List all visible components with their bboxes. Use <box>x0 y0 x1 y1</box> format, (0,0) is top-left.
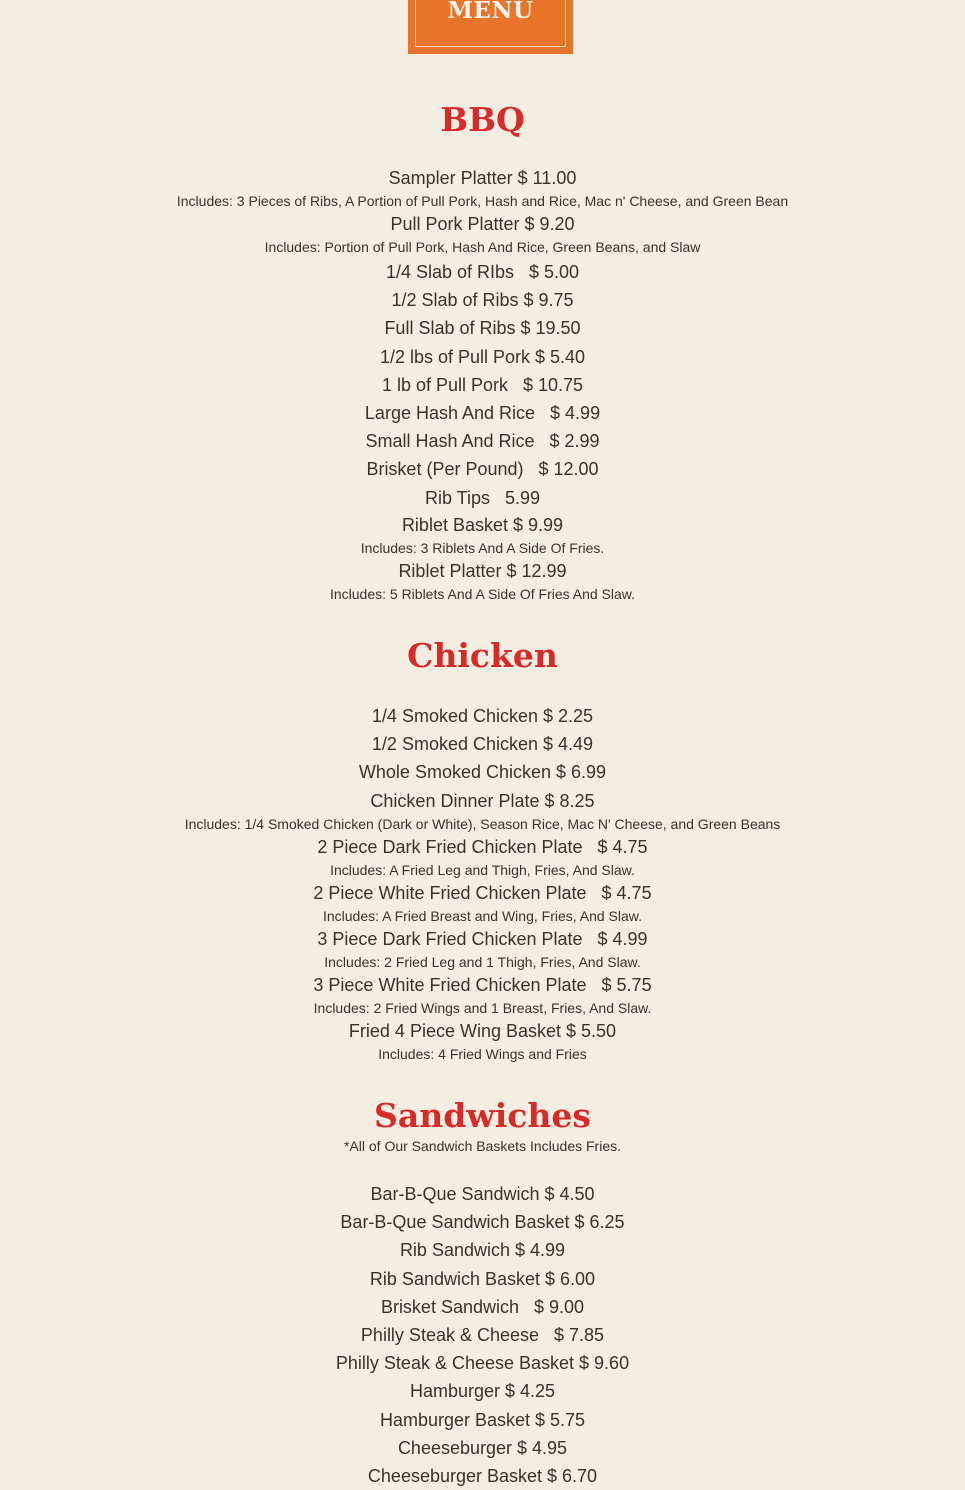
chicken-plate-items <box>0 789 965 1065</box>
bbq-title: BBQ <box>440 100 525 139</box>
menu-item: 1/2 Smoked Chicken $ 4.49 <box>371 734 594 755</box>
menu-item: Cheeseburger Basket $ 6.70 <box>367 1466 598 1487</box>
menu-item: Whole Smoked Chicken $ 6.99 <box>358 762 607 783</box>
menu-badge-label: MENU <box>447 0 534 24</box>
bbq-riblet-items <box>0 513 965 605</box>
menu-item-description: Includes: A Fried Leg and Thigh, Fries, And Slaw. <box>330 862 635 878</box>
menu-item: Brisket Sandwich $ 9.00 <box>380 1296 585 1317</box>
menu-item: Rib Sandwich $ 4.99 <box>399 1240 566 1261</box>
menu-item: 3 Piece Dark Fried Chicken Plate $ 4.99 <box>317 929 648 949</box>
menu-item-description: Includes: 5 Riblets And A Side Of Fries And Slaw. <box>329 586 636 602</box>
menu-item: 1/2 lbs of Pull Pork $ 5.40 <box>379 346 586 367</box>
menu-item: 2 Piece White Fried Chicken Plate $ 4.75 <box>313 883 652 903</box>
menu-item-description: Includes: 2 Fried Leg and 1 Thigh, Fries, And Slaw. <box>324 954 641 970</box>
menu-item: Rib Tips 5.99 <box>424 487 541 508</box>
chicken-section <box>0 636 965 676</box>
menu-item: Sampler Platter $ 11.00 <box>388 168 577 188</box>
bbq-section <box>0 100 965 140</box>
menu-item: Small Hash And Rice $ 2.99 <box>365 431 600 452</box>
menu-item: Large Hash And Rice $ 4.99 <box>364 403 601 424</box>
chicken-items-list <box>0 702 965 787</box>
menu-item: Philly Steak & Cheese $ 7.85 <box>360 1325 605 1346</box>
sandwiches-note: *All of Our Sandwich Baskets Includes Fries. <box>343 1138 621 1154</box>
menu-item-description: Includes: 3 Pieces of Ribs, A Portion of Pull Pork, Hash and Rice, Mac n' Cheese, and Green Bean <box>176 193 789 209</box>
menu-item-description: Includes: Portion of Pull Pork, Hash And Rice, Green Beans, and Slaw <box>264 239 701 255</box>
menu-item: Riblet Platter $ 12.99 <box>398 561 567 581</box>
menu-item-description: Includes: A Fried Breast and Wing, Fries, And Slaw. <box>322 908 643 924</box>
menu-item-description: Includes: 4 Fried Wings and Fries <box>378 1046 587 1062</box>
bbq-items <box>0 166 965 258</box>
menu-item: Riblet Basket $ 9.99 <box>401 515 564 535</box>
sandwiches-title: Sandwiches <box>374 1096 591 1135</box>
menu-item: Philly Steak & Cheese Basket $ 9.60 <box>335 1353 630 1374</box>
menu-item-description: Includes: 2 Fried Wings and 1 Breast, Fries, And Slaw. <box>313 1000 652 1016</box>
menu-item: Bar-B-Que Sandwich Basket $ 6.25 <box>340 1212 625 1233</box>
menu-item: 3 Piece White Fried Chicken Plate $ 5.75 <box>313 975 652 995</box>
menu-item: Fried 4 Piece Wing Basket $ 5.50 <box>348 1021 617 1041</box>
menu-item: Cheeseburger $ 4.95 <box>397 1437 568 1458</box>
chicken-title: Chicken <box>407 636 558 675</box>
menu-badge[interactable] <box>408 0 573 54</box>
menu-item: Hamburger $ 4.25 <box>409 1381 556 1402</box>
menu-item-description: Includes: 1/4 Smoked Chicken (Dark or White), Season Rice, Mac N' Cheese, and Green Beans <box>184 816 781 832</box>
menu-item: Chicken Dinner Plate $ 8.25 <box>370 791 595 811</box>
menu-item: Brisket (Per Pound) $ 12.00 <box>366 459 599 480</box>
sandwiches-items-list <box>0 1180 965 1490</box>
sandwiches-section <box>0 1096 965 1156</box>
menu-item: Pull Pork Platter $ 9.20 <box>390 214 575 234</box>
menu-item: 1/2 Slab of Ribs $ 9.75 <box>391 290 574 311</box>
menu-item: 1/4 Smoked Chicken $ 2.25 <box>371 706 594 726</box>
menu-item: 1/4 Slab of RIbs $ 5.00 <box>385 262 580 282</box>
bbq-items-list <box>0 258 965 512</box>
menu-item: Rib Sandwich Basket $ 6.00 <box>369 1268 596 1289</box>
menu-item: Hamburger Basket $ 5.75 <box>379 1409 586 1430</box>
menu-item: Full Slab of Ribs $ 19.50 <box>384 318 581 339</box>
menu-item: 2 Piece Dark Fried Chicken Plate $ 4.75 <box>317 837 648 857</box>
menu-item-description: Includes: 3 Riblets And A Side Of Fries. <box>360 540 605 556</box>
menu-item: Bar-B-Que Sandwich $ 4.50 <box>370 1184 595 1204</box>
menu-item: 1 lb of Pull Pork $ 10.75 <box>381 374 584 395</box>
